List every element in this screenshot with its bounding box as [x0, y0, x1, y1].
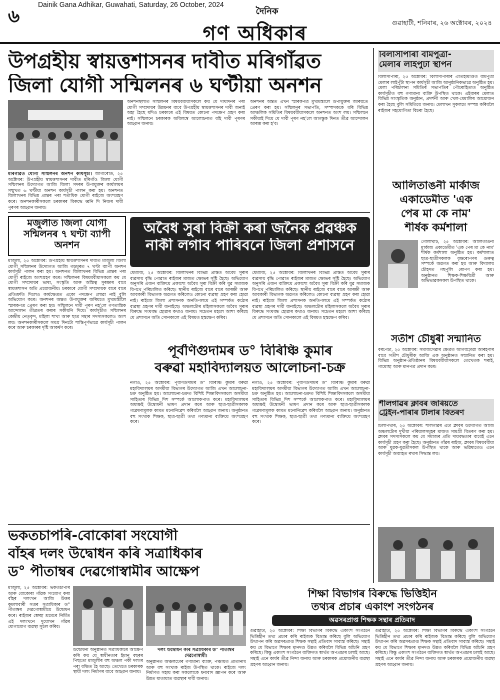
bottom-story-headline-line3: ড° পীতাম্বৰ দেৱগোস্বামীৰ আক্ষেপ: [8, 564, 200, 580]
divider: [8, 212, 370, 213]
bottom-story-headline-line2: বাঁহৰ দলং উদ্বোধন কৰি সত্ৰাধিকাৰ: [8, 546, 203, 562]
masthead: [0, 0, 500, 44]
mid-story-headline-line2: নাকী লগাব পাৰিবনে জিলা প্ৰশাসনে: [145, 237, 355, 254]
sidebar-story2-headline-line3: পেৰ মা কে নাম': [400, 208, 472, 220]
mid-story-body-cont: ধেমাজি, ২৫ অক্টোবৰ: জিলাখনৰ বিভিন্ন প্ৰান্তত অবৈধ সুৰাৰ ব্যৱসায় বৃদ্ধি পোৱাত ৰাইজৰ মাজত ক্ষোভৰ সৃষ্টি হৈছে। অভিযোগ অনুসৰি এজন ব্যক্তিয়ে প্ৰকাশ্যে অবৈধ সুৰা বিক্ৰী কৰি যুৱ সমাজক বিপথে পৰিচালিত কৰিছে। স্থানীয় ৰাইজে বাৰে বাৰে আৰক্ষী আৰু আবকাৰী বিভাগক অৱগত কৰিলেও কোনো ব্যৱস্থা গ্ৰহণ কৰা হোৱা নাই। ৰাইজে জিলা প্ৰশাসনক অনতিপলমে এই সম্পৰ্কত কঠোৰ ব্যৱস্থা গ্ৰহণৰ দাবী জনাইছে। অঞ্চলটোৰ মহিলাসকলে অবৈধ সুৰাৰ বিৰুদ্ধে সংঘবদ্ধ হোৱাৰ কথাও জনায়। সচেতন মহলে আশা কৰিছে যে প্ৰশাসনে অতি সোনকালে এই বিষয়ত হস্তক্ষেপ কৰিব।: [252, 271, 370, 321]
edu-story-body-cont: গুৱাহাটী, ২৫ অক্টোবৰ: শিক্ষা বিভাগৰ বিৰুদ্ধে একাংশ সংগঠনে ভিত্তিহীন তথ্য প্ৰচাৰ কৰি ৰাইজক বিভ্ৰান্ত কৰিছে বুলি অভিযোগ উত্থাপন কৰি অৱসৰপ্ৰাপ্ত শিক্ষক সন্থাই প্ৰতিবাদ সাব্যস্ত কৰিছে। সন্থাই কয় যে বিভাগে শিক্ষাৰ মানদণ্ড উন্নত কৰিবলৈ বিভিন্ন আঁচনি গ্ৰহণ কৰিছে। কিন্তু একাংশ সংগঠনে ব্যক্তিগত স্বাৰ্থত অপপ্ৰচাৰ চলাই আছে। সন্থাই এনে কাৰ্যৰ তীব্ৰ নিন্দা জনায় আৰু চৰকাৰক প্ৰয়োজনীয় ব্যৱস্থা গ্ৰহণৰ আহ্বান জনায়।: [375, 629, 495, 668]
sidebar-story2-headline-line1: আলিতাঙনী মাৰ্কাজ: [392, 180, 480, 192]
sidebar-story3-body: বৰপেটা, ২৫ অক্টোবৰ: সমাজসেৱাৰ ক্ষেত্ৰত আগবঢ়োৱা অৰিহণাৰ বাবে সতীশ চৌধুৰীক আজি এক অনুষ্ঠানত সন্মানিত কৰা হয়। বিভিন্ন অনুষ্ঠান-প্ৰতিষ্ঠানৰ বিষয়ববীয়াসকলে তেখেতক শৰাই, গামোছা আৰু মানপত্ৰ প্ৰদান কৰে।: [378, 348, 494, 370]
book-story-headline-line2: বৰুৱা মহাবিদ্যালয়ত আলোচনা-চক্ৰ: [154, 361, 346, 376]
logo-name: গণ অধিকাৰ: [202, 21, 308, 45]
lead-body-mid: অনশনস্থলীত সন্মিলনৰ বিষয়ববীয়াসকলে কয় যে দীৰ্ঘদিনৰ পৰা যোগী সম্প্ৰদায়ৰ উন্নয়নৰ বাবে উপগ্ৰহীয় স্বায়ত্তশাসনৰ দাবী জনাই অহা হৈছে যদিও চৰকাৰে এই বিষয়ত কোনো পদক্ষেপ গ্ৰহণ কৰা নাই। সন্মিলনে চৰকাৰক অবিলম্বে আলোচনাত বহি দাবী পূৰণৰ আহ্বান জনায়।: [127, 100, 245, 128]
edu-story-subhead: অৱসৰপ্ৰাপ্ত শিক্ষক সন্থাৰ প্ৰতিবাদ: [272, 615, 472, 626]
left-story-body: মাজুলী, ২৫ অক্টোবৰ: উপগ্ৰহীয় স্বায়ত্তশাসনৰ দাবীত মাজুলী জিলা যোগী সন্মিলনৰ উদ্যোগত আজি গড়মূৰত ৭ ঘণ্টা ব্যাপী অনশন কাৰ্যসূচী পালন কৰা হয়। অনশনত জিলাখনৰ বিভিন্ন প্ৰান্তৰ পৰা যোগী ৰাইজে অংশগ্ৰহণ কৰে। সন্মিলনৰ বিষয়ববীয়াসকলে কয় যে যোগী সম্প্ৰদায়ৰ ভাষা, সংস্কৃতি আৰু অস্তিত্ব সুৰক্ষাৰ বাবে স্বায়ত্তশাসন অতি প্ৰয়োজনীয়। চৰকাৰে যোগী সম্প্ৰদায়ক বাৰে বাৰে প্ৰতিশ্ৰুতি দিলেও কাৰ্যক্ষেত্ৰত একো পদক্ষেপ লোৱা নাই বুলি অভিযোগ কৰে। অনশনৰ অন্তত উপায়ুক্তৰ জৰিয়তে মুখ্যমন্ত্ৰীলৈ স্মাৰকপত্ৰ প্ৰেৰণ কৰা হয়। সন্মিলনে দাবী পূৰণ নহ'লে গণতান্ত্ৰিক আন্দোলন তীব্ৰতৰ কৰাৰ সকীয়নি দিয়ে। কাৰ্যসূচীত সন্মিলনৰ কেন্দ্ৰীয় নেতৃবৃন্দ, মহিলা শাখা আৰু ছাত্ৰ সন্থাৰ সদস্যসকলেও অংশ লয়। অনশনকাৰীসকলে সমগ্ৰ দিনটো শান্তিপূৰ্ণভাৱে কাৰ্যসূচী পালন কৰে আৰু চৰকাৰৰ দৃষ্টি আকৰ্ষণ কৰে।: [8, 259, 126, 332]
bottom-story-body-mid: উদ্বোধনী অনুষ্ঠানত সত্ৰাধিকাৰে আক্ষেপ কৰি কয় যে স্বাধীনতাৰ ইমান বছৰৰ পিছতো মাজুলীৰ বহু অঞ্চল পকী দলংৰ পৰা বঞ্চিত হৈ আছে। তেখেতে চৰকাৰক স্থায়ী দলং নিৰ্মাণৰ বাবে আহ্বান জনায়।: [73, 648, 143, 676]
sidebar-story1-headline-line1: বিলাসীপাৰা বামপুত্ৰা-: [379, 51, 452, 60]
sidebar-story2-photo: [378, 240, 418, 288]
lead-photo: [8, 100, 123, 170]
sidebar-story2-headline-line2: একাডেমীত 'এক: [399, 194, 473, 206]
left-story-headline-box: [8, 216, 126, 256]
lead-headline-line2: জিলা যোগী সন্মিলনৰ ৬ ঘণ্টীয়া অনশন: [8, 74, 322, 97]
bottom-story-headline-line1: ভকতচাপৰি-বোকোৰা সংযোগী: [8, 528, 178, 544]
page-number: ৬: [8, 6, 20, 27]
sidebar-story4-headline-line2: ট্ৰেইন-পাৰাৰ টীলাৰ বিতৰণ: [379, 408, 465, 417]
dateline: গুৱাহাটী, শনিবাৰ, ২৬ অক্টোবৰ, ২০২৪: [391, 20, 492, 27]
bottom-story-body-left: মাজুলী, ২৫ অক্টোবৰ: ভকতচাপৰি আৰু বোকোৰা গাঁৱক সংযোগ কৰা বাঁহৰ দলংখন আজি উত্তৰ কমলাবাৰী সত্ৰৰ সত্ৰাধিকাৰ ড° পীতাম্বৰ দেৱগোস্বামীয়ে উদ্বোধন কৰে। ৰাইজৰ স্বেচ্ছা শ্ৰমেৰে নিৰ্মিত এই দলংখনে দুয়োখন গাঁৱৰ যোগাযোগ ব্যৱস্থা সুচল কৰিব।: [8, 586, 70, 631]
sidebar-story4-headline-line1: শীলগাঁৱৰ ক্লাবৰ জৰিয়তে: [379, 400, 458, 408]
left-story-headline: মজুলীত জিলা যোগী সন্মিলনৰ ৭ ঘণ্টা ব্যাপী অনশন: [23, 219, 111, 251]
edu-story-headline-line2: তথ্যৰ প্ৰচাৰ একাংশ সংগঠনৰ: [311, 601, 434, 613]
bottom-story-body-right: অনুষ্ঠানত অঞ্চলটোৰ গণ্যমান্য ব্যক্তি, পঞ্চায়ত প্ৰতিনিধি আৰু বহু সংখ্যক ৰাইজ উপস্থিত থাকে। ৰাইজে দলং নিৰ্মাণত সহায় কৰা সকলোকে ধন্যবাদ জ্ঞাপন কৰে আৰু উন্নত যাতায়াত ব্যৱস্থাৰ দাবী জনায়।: [146, 660, 246, 682]
sidebar-story2-body: গোলাঘাট, ২৫ অক্টোবৰ: আলিতাঙনী মাৰ্কাজ একাডেমীত 'এক পেৰ মা কে নাম' শীৰ্ষক কৰ্মশালা অনুষ্ঠিত হয়। কৰ্মশালাত ছাত্ৰ-ছাত্ৰীসকলক বৃক্ষৰোপণৰ গুৰুত্ব সম্পৰ্কে অৱগত কৰা হয় আৰু বিদ্যালয় চৌহদত গছপুলি ৰোপণ কৰা হয়। অনুষ্ঠানত শিক্ষক-শিক্ষয়িত্ৰী আৰু অভিভাৱকসকল উপস্থিত থাকে।: [421, 240, 494, 285]
sidebar-story2-headline-line4: শীৰ্ষক কৰ্মশালা: [404, 222, 468, 234]
mid-story-headline-line1: অবৈধ সুৰা বিক্ৰী কৰা জনৈক প্ৰৱঞ্চক: [143, 221, 357, 237]
sidebar-story1-headline-box: [378, 50, 494, 72]
sidebar-story4-photo: [378, 527, 494, 582]
sidebar-story4-body: চিলাপথাৰ, ২৫ অক্টোবৰ: শীলগাঁৱৰ এটা ক্লাবৰ উদ্যোগত আজি অঞ্চলটোৰ দুখীয়া পৰিয়ালসমূহৰ মাজত সামগ্ৰী বিতৰণ কৰা হয়। ক্লাবৰ সদস্যসকলে কয় যে সমাজৰ প্ৰতি দায়বদ্ধতাৰ বাবেই এনে কাৰ্যসূচী গ্ৰহণ কৰা হৈছে। অনুষ্ঠানত গাঁৱৰ ৰাইজ, ক্লাবৰ বিষয়ববীয়া আৰু যুৱক-যুৱতীসকল উপস্থিত থাকে আৰু ভৱিষ্যতেও এনে কাৰ্যসূচী অব্যাহত ৰখাৰ সিদ্ধান্ত লয়।: [378, 424, 494, 457]
divider: [8, 524, 370, 525]
bottom-photo-right: [146, 586, 246, 646]
sidebar-story1-body: বিলাসীপাৰা, ২৫ অক্টোবৰ: বিলাসীপাৰাৰ ঐতিহ্যমণ্ডিত বামপুত্ৰা মেলাৰ লাইপুঁটা স্থাপন কাৰ্যসূচী আজি আনুষ্ঠানিকভাৱে অনুষ্ঠিত হয়। মেলা পৰিচালনা সমিতিৰ সভাপতিৰ পৌৰোহিত্যত অনুষ্ঠিত কাৰ্যসূচীত বহু গণ্যমান্য ব্যক্তি উপস্থিত থাকে। এইবাৰৰ মেলাত বিভিন্ন সাংস্কৃতিক অনুষ্ঠান, প্ৰদৰ্শনী আৰু খেল-ধেমালিৰ আয়োজন কৰা হৈছে বুলি সমিতিয়ে জনায়। মেলাখন সুকলমে সম্পন্ন কৰিবলৈ ৰাইজৰ সহযোগিতা বিচৰা হৈছে।: [378, 75, 494, 114]
sidebar-story4-headline-box: [378, 399, 494, 421]
newspaper-logo: [175, 4, 335, 45]
bottom-photo-caption: দলং উদ্বোধন কৰি সত্ৰাধিকাৰ ড° পীতাম্বৰ দেৱগোস্বামী।: [157, 648, 235, 658]
mid-story-body: ধেমাজি, ২৫ অক্টোবৰ: জিলাখনৰ বিভিন্ন প্ৰান্তত অবৈধ সুৰাৰ ব্যৱসায় বৃদ্ধি পোৱাত ৰাইজৰ মাজত ক্ষোভৰ সৃষ্টি হৈছে। অভিযোগ অনুসৰি এজন ব্যক্তিয়ে প্ৰকাশ্যে অবৈধ সুৰা বিক্ৰী কৰি যুৱ সমাজক বিপথে পৰিচালিত কৰিছে। স্থানীয় ৰাইজে বাৰে বাৰে আৰক্ষী আৰু আবকাৰী বিভাগক অৱগত কৰিলেও কোনো ব্যৱস্থা গ্ৰহণ কৰা হোৱা নাই। ৰাইজে জিলা প্ৰশাসনক অনতিপলমে এই সম্পৰ্কত কঠোৰ ব্যৱস্থা গ্ৰহণৰ দাবী জনাইছে। অঞ্চলটোৰ মহিলাসকলে অবৈধ সুৰাৰ বিৰুদ্ধে সংঘবদ্ধ হোৱাৰ কথাও জনায়। সচেতন মহলে আশা কৰিছে যে প্ৰশাসনে অতি সোনকালে এই বিষয়ত হস্তক্ষেপ কৰিব।: [130, 271, 248, 321]
logo-daily: দৈনিক: [255, 7, 279, 17]
bottom-photo-left: [73, 586, 143, 646]
edu-story-headline-line1: শিক্ষা বিভাগৰ বিৰুদ্ধে ভিত্তিহীন: [307, 588, 438, 600]
edu-story-body: গুৱাহাটী, ২৫ অক্টোবৰ: শিক্ষা বিভাগৰ বিৰুদ্ধে একাংশ সংগঠনে ভিত্তিহীন তথ্য প্ৰচাৰ কৰি ৰাইজক বিভ্ৰান্ত কৰিছে বুলি অভিযোগ উত্থাপন কৰি অৱসৰপ্ৰাপ্ত শিক্ষক সন্থাই প্ৰতিবাদ সাব্যস্ত কৰিছে। সন্থাই কয় যে বিভাগে শিক্ষাৰ মানদণ্ড উন্নত কৰিবলৈ বিভিন্ন আঁচনি গ্ৰহণ কৰিছে। কিন্তু একাংশ সংগঠনে ব্যক্তিগত স্বাৰ্থত অপপ্ৰচাৰ চলাই আছে। সন্থাই এনে কাৰ্যৰ তীব্ৰ নিন্দা জনায় আৰু চৰকাৰক প্ৰয়োজনীয় ব্যৱস্থা গ্ৰহণৰ আহ্বান জনায়।: [250, 629, 370, 668]
book-story-headline-line1: পূৰ্বণিগুদামৰ ড° বিৰিঞ্চি কুমাৰ: [167, 344, 333, 359]
book-story-body: নগাঁও, ২৫ অক্টোবৰ: পূৰ্বণিগুদামৰ ড° বিৰিঞ্চি কুমাৰ বৰুৱা মহাবিদ্যালয়ৰ অসমীয়া বিভাগৰ উদ্যোগত আজি এখন আলোচনা-চক্ৰ অনুষ্ঠিত হয়। আলোচনা-চক্ৰত বিশিষ্ট শিক্ষাবিদসকলে অসমীয়া সাহিত্যৰ বিভিন্ন দিশ সম্পৰ্কে আলোকপাত কৰে। মহাবিদ্যালয়ৰ অধ্যক্ষই উদ্বোধনী ভাষণ প্ৰদান কৰে আৰু ছাত্ৰ-ছাত্ৰীসকলক গৱেষণামূলক কামত মনোনিৱেশ কৰিবলৈ আহ্বান জনায়। অনুষ্ঠানত বহু সংখ্যক শিক্ষক, ছাত্ৰ-ছাত্ৰী তথা গণ্যমান্য ব্যক্তিয়ে অংশগ্ৰহণ কৰে।: [130, 381, 248, 426]
column-divider: [373, 48, 374, 583]
sidebar-story3-headline: সতীশ চৌধুৰী সন্মানিত: [391, 334, 481, 345]
book-story-body-cont: নগাঁও, ২৫ অক্টোবৰ: পূৰ্বণিগুদামৰ ড° বিৰিঞ্চি কুমাৰ বৰুৱা মহাবিদ্যালয়ৰ অসমীয়া বিভাগৰ উদ্যোগত আজি এখন আলোচনা-চক্ৰ অনুষ্ঠিত হয়। আলোচনা-চক্ৰত বিশিষ্ট শিক্ষাবিদসকলে অসমীয়া সাহিত্যৰ বিভিন্ন দিশ সম্পৰ্কে আলোকপাত কৰে। মহাবিদ্যালয়ৰ অধ্যক্ষই উদ্বোধনী ভাষণ প্ৰদান কৰে আৰু ছাত্ৰ-ছাত্ৰীসকলক গৱেষণামূলক কামত মনোনিৱেশ কৰিবলৈ আহ্বান জনায়। অনুষ্ঠানত বহু সংখ্যক শিক্ষক, ছাত্ৰ-ছাত্ৰী তথা গণ্যমান্য ব্যক্তিয়ে অংশগ্ৰহণ কৰে।: [252, 381, 370, 426]
mid-story-headline-box: [130, 217, 370, 267]
sidebar-story1-headline-line2: মেলাৰ লাইপুঁটা স্থাপন: [379, 60, 452, 70]
lead-headline-line1: উপগ্ৰহীয় স্বায়ত্তশাসনৰ দাবীত মৰিগাঁৱত: [8, 50, 322, 73]
brand-line: Dainik Gana Adhikar, Guwahati, Saturday, 26 October, 2024: [38, 2, 224, 9]
lead-photo-caption: মৰিগাঁৱত যোগী সন্মিলনৰ অনশন কাৰ্যসূচী। জাগীৰোড, ২৫ অক্টোবৰ: উপগ্ৰহীয় স্বায়ত্তশাসনৰ দাবীত মৰিগাঁও জিলা যোগী সন্মিলনৰ উদ্যোগত আজি জিলা সদৰৰ উপায়ুক্তৰ কাৰ্যালয়ৰ সন্মুখত ৬ ঘণ্টীয়া অনশন কাৰ্যসূচী পালন কৰা হয়। অনশনত জিলাখনৰ বিভিন্ন প্ৰান্তৰ পৰা শতাধিক যোগী ৰাইজে অংশগ্ৰহণ কৰে। অনশনকাৰীসকলে চৰকাৰৰ বিৰুদ্ধে ধ্বনি দি নিজৰ দাবী পূৰণৰ আহ্বান জনায়।: [8, 172, 123, 210]
lead-body-right: অনশনৰ অন্তত এখন স্মাৰকপত্ৰ মুখ্যমন্ত্ৰীলৈ উপায়ুক্তৰ জৰিয়তে প্ৰেৰণ কৰা হয়। সন্মিলনৰ সভাপতি, সম্পাদককে ধৰি বিভিন্ন আঞ্চলিক সমিতিৰ বিষয়ববীয়াসকলে অনশনত অংশ লয়। সন্মিলনে সকীয়াই দিয়ে যে দাবী পূৰণ নহ'লে আগন্তুক দিনত তীব্ৰ আন্দোলন আৰম্ভ কৰা হ'ব।: [250, 100, 368, 128]
